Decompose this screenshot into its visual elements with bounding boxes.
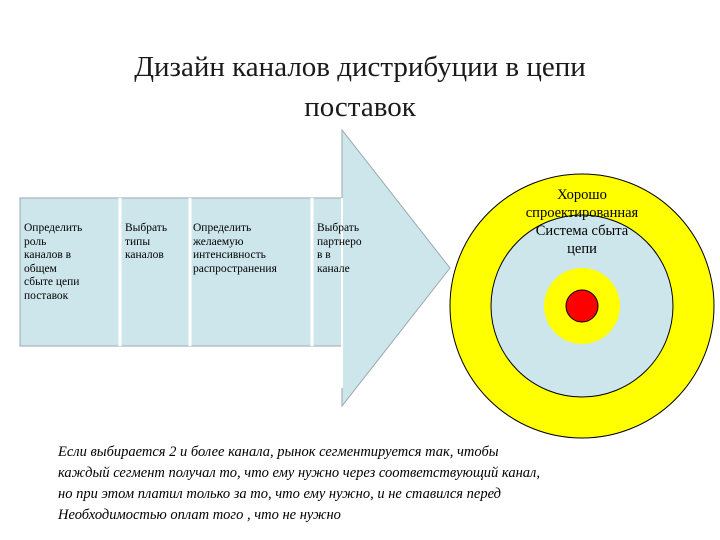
step-3-line: интенсивность <box>193 249 266 261</box>
step-4-text <box>317 222 381 276</box>
step-3-line: желаемую <box>193 235 244 248</box>
step-4-line: в в <box>317 249 331 261</box>
step-1-line: общем <box>24 262 57 275</box>
step-1-line: сбыте цепи <box>24 276 80 288</box>
step-4-line: канале <box>317 262 350 275</box>
step-3-line: распространения <box>193 262 277 275</box>
step-3-line: Определить <box>193 222 252 234</box>
target-label-line: цепи <box>567 241 597 257</box>
footnote-line: каждый сегмент получал то, что ему нужно через соответствующий канал, <box>58 465 540 481</box>
footnote-line: но при этом платил только за то, что ему нужно, и не ставился перед <box>58 486 502 502</box>
title-line-1: Дизайн каналов дистрибуции в цепи <box>134 51 586 84</box>
footnote-line: Необходимостью оплат того , что не нужно <box>58 507 341 523</box>
footnote <box>58 442 718 526</box>
step-1-line: каналов в <box>24 249 72 261</box>
step-2-line: Выбрать <box>125 222 168 234</box>
step-2-line: каналов <box>125 249 164 261</box>
step-3-text <box>193 222 311 276</box>
step-4-line: партнеро <box>317 235 362 248</box>
target-label-line: спроектированная <box>525 205 639 221</box>
step-1-text <box>24 222 118 303</box>
step-1-line: поставок <box>24 289 69 302</box>
target-label-line: Система сбыта <box>535 223 629 239</box>
target-label-line: Хорошо <box>557 187 607 203</box>
target-bullseye <box>566 290 598 322</box>
footnote-line: Если выбирается 2 и более канала, рынок сегментируется так, чтобы <box>58 444 499 460</box>
step-4-line: Выбрать <box>317 222 360 234</box>
step-2-line: типы <box>125 235 151 248</box>
target-label <box>500 186 664 258</box>
step-1-line: роль <box>24 235 47 248</box>
step-1-line: Определить <box>24 222 83 234</box>
step-2-text <box>125 222 189 263</box>
title-line-2: поставок <box>304 91 416 124</box>
